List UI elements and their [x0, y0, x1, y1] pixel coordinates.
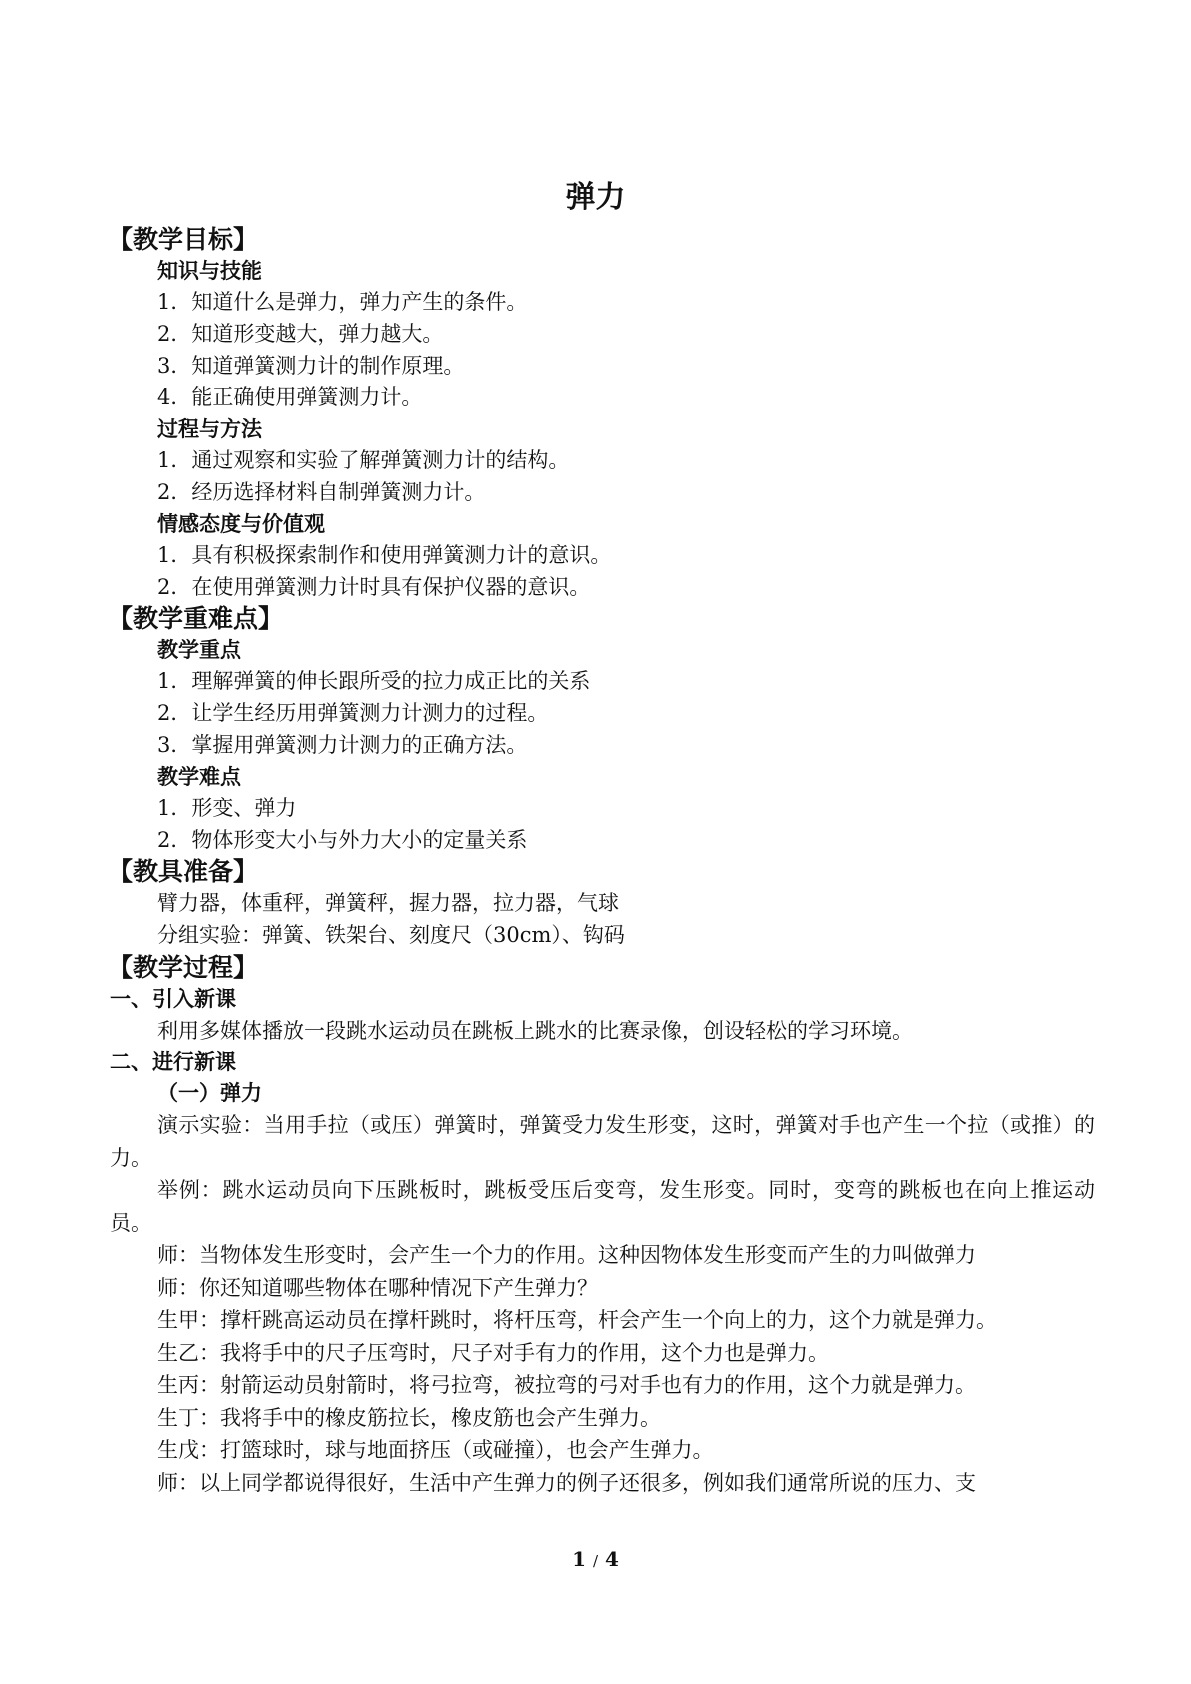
document-title: 弹力 [565, 180, 626, 215]
page-separator: / [592, 1552, 599, 1570]
paragraph: 举例：跳水运动员向下压跳板时，跳板受压后变弯，发生形变。同时，变弯的跳板也在向上推运动员。 [110, 1178, 1095, 1235]
page-number [0, 1547, 1191, 1571]
paragraph: 生甲：撑杆跳高运动员在撑杆跳时，将杆压弯，杆会产生一个向上的力，这个力就是弹力。 [157, 1308, 997, 1333]
list-item: 1．通过观察和实验了解弹簧测力计的结构。 [157, 448, 570, 473]
section-heading-materials: 【教具准备】 [108, 857, 259, 887]
paragraph: 师：当物体发生形变时，会产生一个力的作用。这种因物体发生形变而产生的力叫做弹力 [157, 1243, 976, 1268]
section-heading-process: 【教学过程】 [108, 952, 259, 982]
subheading-difficulty: 教学难点 [157, 764, 241, 789]
subheading-knowledge: 知识与技能 [157, 259, 262, 283]
list-item: 3．掌握用弹簧测力计测力的正确方法。 [157, 732, 528, 757]
paragraph: 生乙：我将手中的尺子压弯时，尺子对手有力的作用，这个力也是弹力。 [157, 1340, 829, 1365]
subheading-focus: 教学重点 [157, 638, 241, 663]
list-item: 2．物体形变大小与外力大小的定量关系 [157, 827, 528, 852]
list-item: 4．能正确使用弹簧测力计。 [157, 385, 423, 410]
document-content [110, 224, 1095, 1499]
list-item: 2．知道形变越大，弹力越大。 [157, 321, 444, 346]
page-total: 4 [605, 1547, 619, 1571]
part-heading-intro: 一、引入新课 [110, 986, 236, 1011]
list-item: 2．经历选择材料自制弹簧测力计。 [157, 479, 486, 504]
paragraph: 演示实验：当用手拉（或压）弹簧时，弹簧受力发生形变，这时，弹簧对手也产生一个拉（或推）的力。 [110, 1113, 1095, 1170]
list-item: 臂力器，体重秤，弹簧秤，握力器，拉力器，气球 [157, 891, 619, 916]
paragraph: 生戊：打篮球时，球与地面挤压（或碰撞），也会产生弹力。 [157, 1438, 714, 1463]
list-item: 2．让学生经历用弹簧测力计测力的过程。 [157, 701, 549, 726]
paragraph: 生丁：我将手中的橡皮筋拉长，橡皮筋也会产生弹力。 [157, 1405, 661, 1430]
list-item: 分组实验：弹簧、铁架台、刻度尺（30cm）、钩码 [157, 923, 625, 948]
section-heading-key-points: 【教学重难点】 [108, 604, 284, 634]
list-item: 2．在使用弹簧测力计时具有保护仪器的意识。 [157, 574, 591, 599]
paragraph: 生丙：射箭运动员射箭时，将弓拉弯，被拉弯的弓对手也有力的作用，这个力就是弹力。 [157, 1373, 976, 1398]
page-current: 1 [572, 1547, 586, 1571]
subheading-elastic-force: （一）弹力 [157, 1081, 262, 1106]
part-heading-new-lesson: 二、进行新课 [110, 1050, 236, 1075]
list-item: 1．知道什么是弹力，弹力产生的条件。 [157, 290, 528, 314]
paragraph: 师：你还知道哪些物体在哪种情况下产生弹力？ [157, 1275, 598, 1300]
subheading-attitude: 情感态度与价值观 [157, 511, 325, 536]
subheading-process-method: 过程与方法 [157, 417, 262, 442]
list-item: 1．形变、弹力 [157, 795, 297, 820]
paragraph: 师：以上同学都说得很好，生活中产生弹力的例子还很多，例如我们通常所说的压力、支 [157, 1470, 976, 1495]
list-item: 3．知道弹簧测力计的制作原理。 [157, 353, 465, 378]
list-item: 1．具有积极探索制作和使用弹簧测力计的意识。 [157, 542, 612, 567]
paragraph: 利用多媒体播放一段跳水运动员在跳板上跳水的比赛录像，创设轻松的学习环境。 [157, 1018, 913, 1043]
section-heading-objectives: 【教学目标】 [108, 225, 259, 254]
list-item: 1．理解弹簧的伸长跟所受的拉力成正比的关系 [157, 669, 591, 694]
